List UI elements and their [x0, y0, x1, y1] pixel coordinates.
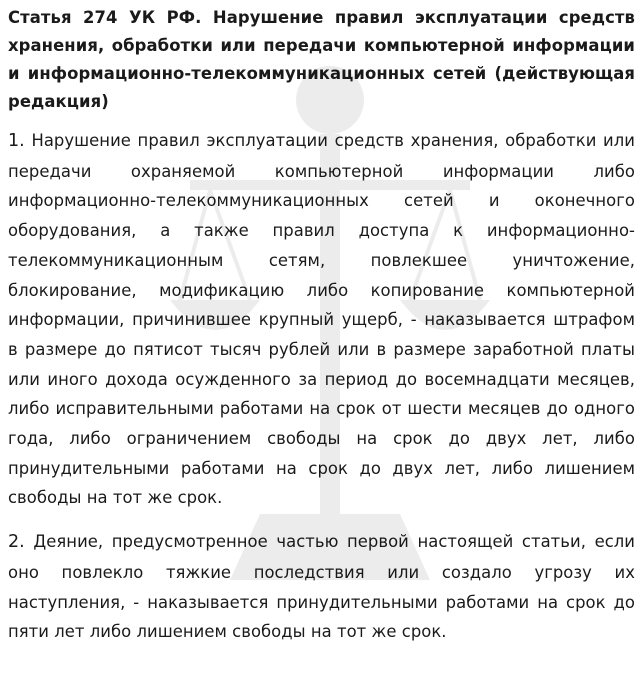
paragraph-text: Деяние, предусмотренное частью первой настоящей статьи, если оно повлекло тяжкие последствия или создало угрозу их наступления, - наказывается принудительными работами на срок до пяти лет либо лишением свободы на тот же срок.	[8, 532, 635, 642]
paragraph-number: 1.	[8, 131, 25, 151]
paragraph-number: 2.	[8, 532, 25, 553]
article-paragraph-1	[8, 126, 635, 513]
article-title: Статья 274 УК РФ. Нарушение правил эксплуатации средств хранения, обработки или передачи компьютерной информации и информационно-телекоммуникационных сетей (действующая редакция)	[8, 8, 635, 111]
paragraph-text: Нарушение правил эксплуатации средств хранения, обработки или передачи охраняемой компьютерной информации либо информационно-телекоммуникационных сетей и оконечного оборудования, а также правил доступа к информационно-телекоммуникационным сетям, повлекшее уничтожение, блокирование, модификацию либо копирование компьютерной информации, причинившее крупный ущерб, - наказывается штрафом в размере до пятисот тысяч рублей или в размере заработной платы или иного дохода осужденного за период до восемнадцати месяцев, либо исправительными работами на срок от шести месяцев до одного года, либо ограничением свободы на срок до двух лет, либо принудительными работами на срок до двух лет, либо лишением свободы на тот же срок.	[8, 131, 635, 508]
article-paragraph-2	[8, 527, 635, 647]
